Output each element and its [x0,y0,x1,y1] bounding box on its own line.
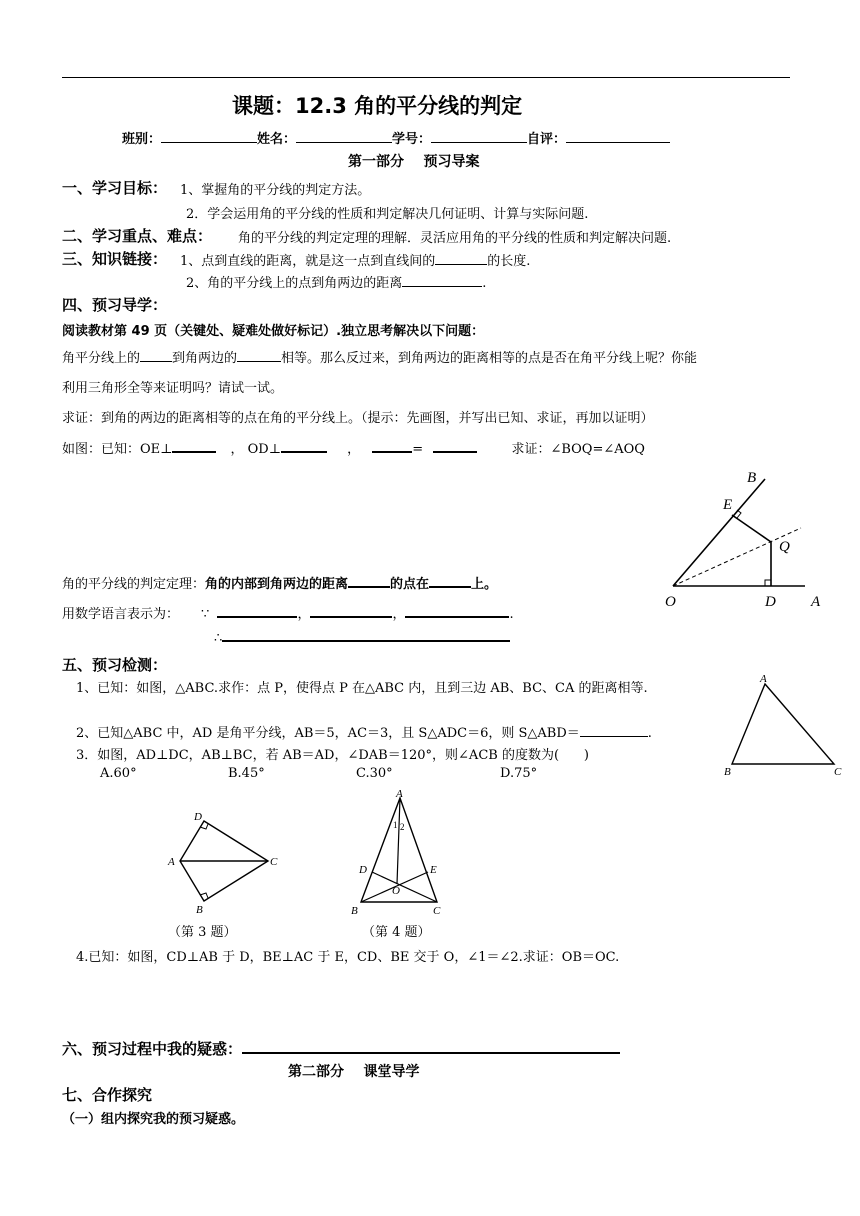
fig4-label-d: D [359,864,367,876]
theorem-blank-1[interactable] [348,574,390,588]
s4-label: 四、预习导学： [62,296,168,314]
tri-label-c: C [834,766,842,778]
fig4-ao [397,798,400,884]
s5-q2: 2、已知△ABC 中，AD 是角平分线，AB＝5，AC＝3，且 S△ADC＝6，则 S△ABD＝ . [76,726,652,741]
fig3-label-b: B [196,904,203,916]
q2-blank[interactable] [580,724,648,737]
s3-item1: 1、点到直线的距离，就是这一点到直线间的 的长度. [180,254,531,269]
caption-fig4: （第 4 题） [362,925,431,940]
s1-item1: 1、掌握角的平分线的判定方法。 [180,183,371,198]
student-info-row [122,128,670,147]
s3-blank2[interactable] [402,274,482,287]
id-field[interactable] [431,130,527,143]
ray-ob [673,479,765,586]
s5-q4: 4.已知：如图，CD⊥AB 于 D，BE⊥AC 于 E，CD、BE 交于 O，∠1＝∠2.求证：OB＝OC. [76,950,620,965]
s6: 六、预习过程中我的疑惑： [62,1038,620,1059]
s7-sub1: （一）组内探究我的预习疑惑。 [62,1112,245,1127]
math-blank-1[interactable] [217,604,297,618]
segment-eq [732,515,771,542]
s3-blank1[interactable] [435,252,487,265]
s4-theorem: 角的平分线的判定定理：角的内部到角两边的距离 的点在 上。 [62,573,497,592]
fig4-label-e: E [430,864,437,876]
quad-abcd-figure [160,805,290,920]
q3-option-d[interactable]: D.75° [500,766,538,781]
fig3-label-d: D [194,811,202,823]
s6-blank[interactable] [242,1040,620,1054]
top-rule [62,77,790,78]
fig4-label-o: O [392,885,400,897]
s4-blank-p1a[interactable] [140,349,172,362]
s2-label: 二、学习重点、难点： [62,227,213,245]
caption-fig3: （第 3 题） [168,925,237,940]
given-blank-4[interactable] [433,439,477,453]
q3-option-b[interactable]: B.45° [228,766,265,781]
fig3-label-c: C [270,856,278,868]
s2-text: 角的平分线的判定定理的理解．灵活应用角的平分线的性质和判定解决问题. [238,231,672,246]
triangle-abc [732,684,834,764]
given-blank-3[interactable] [372,439,412,453]
fig4-label-a: A [396,788,403,800]
fig4-label-2: 2 [400,822,405,832]
q3-option-a[interactable]: A.60° [100,766,137,781]
fig4-label-c: C [433,905,441,917]
s4-blank-p1b[interactable] [237,349,281,362]
given-blank-2[interactable] [281,439,327,453]
given-blank-1[interactable] [172,439,216,453]
s4-p1: 角平分线上的 到角两边的 相等。那么反过来，到角两边的距离相等的点是否在角平分线上呢？你能 [62,351,698,366]
math-blank-2[interactable] [310,604,392,618]
part2-heading: 第二部分 课堂导学 [288,1064,420,1080]
label-e: E [723,497,733,513]
label-b: B [747,470,757,486]
right-angle-d [765,580,771,586]
label-d: D [765,594,776,610]
tri-label-a: A [760,673,767,685]
s5-q1: 1、已知：如图，△ABC.求作：点 P，使得点 P 在△ABC 内，且到三边 AB、BC、CA 的距离相等. [76,681,648,696]
class-field[interactable] [161,130,257,143]
s1-label: 一、学习目标： [62,179,168,197]
name-field[interactable] [296,130,392,143]
s4-p2: 利用三角形全等来证明吗？请试一试。 [62,381,284,396]
s4-therefore: ∴ [214,628,510,646]
tri-label-b: B [724,766,731,778]
label-q: Q [779,539,790,555]
label-o: O [665,594,676,610]
triangle-abc-figure [718,670,848,780]
bisector-oq [673,528,801,586]
math-blank-3[interactable] [405,604,509,618]
s3-item2: 2、角的平分线上的点到角两边的距离 . [186,276,487,291]
s7-label: 七、合作探究 [62,1086,153,1104]
s4-read: 阅读教材第 49 页（关键处、疑难处做好标记）.独立思考解决以下问题： [62,324,485,339]
fig4-label-1: 1 [393,820,398,830]
id-label: 学号： [392,132,432,147]
theorem-blank-2[interactable] [429,574,471,588]
eval-label: 自评： [527,132,567,147]
s1-item2: 2．学会运用角的平分线的性质和判定解决几何证明、计算与实际问题. [186,207,589,222]
name-label: 姓名： [257,132,297,147]
angle-bisector-figure [655,465,835,615]
s3-label: 三、知识链接： [62,250,168,268]
triangle-cevian-figure [345,788,455,918]
fig4-label-b: B [351,905,358,917]
s5-label: 五、预习检测： [62,656,168,674]
s4-math: 用数学语言表示为： ∵ ， ， . [62,603,514,622]
part1-heading: 第一部分 预习导案 [348,154,480,170]
eval-field[interactable] [566,130,670,143]
q3-option-c[interactable]: C.30° [356,766,393,781]
therefore-blank[interactable] [222,628,510,642]
fig3-label-a: A [168,856,175,868]
s4-prove: 求证：到角的两边的距离相等的点在角的平分线上。（提示：先画图，并写出已知、求证，再加以证明） [62,411,654,426]
s5-q3: 3．如图，AD⊥DC，AB⊥BC，若 AB＝AD，∠DAB＝120°，则∠ACB 的度数为( ) [76,748,589,763]
page-title: 课题：12.3 角的平分线的判定 [232,94,523,118]
class-label: 班别： [122,132,162,147]
s4-given: 如图：已知：OE⊥ ， OD⊥ ， = 求证：∠BOQ=∠AOQ [62,438,645,457]
label-a: A [811,594,821,610]
